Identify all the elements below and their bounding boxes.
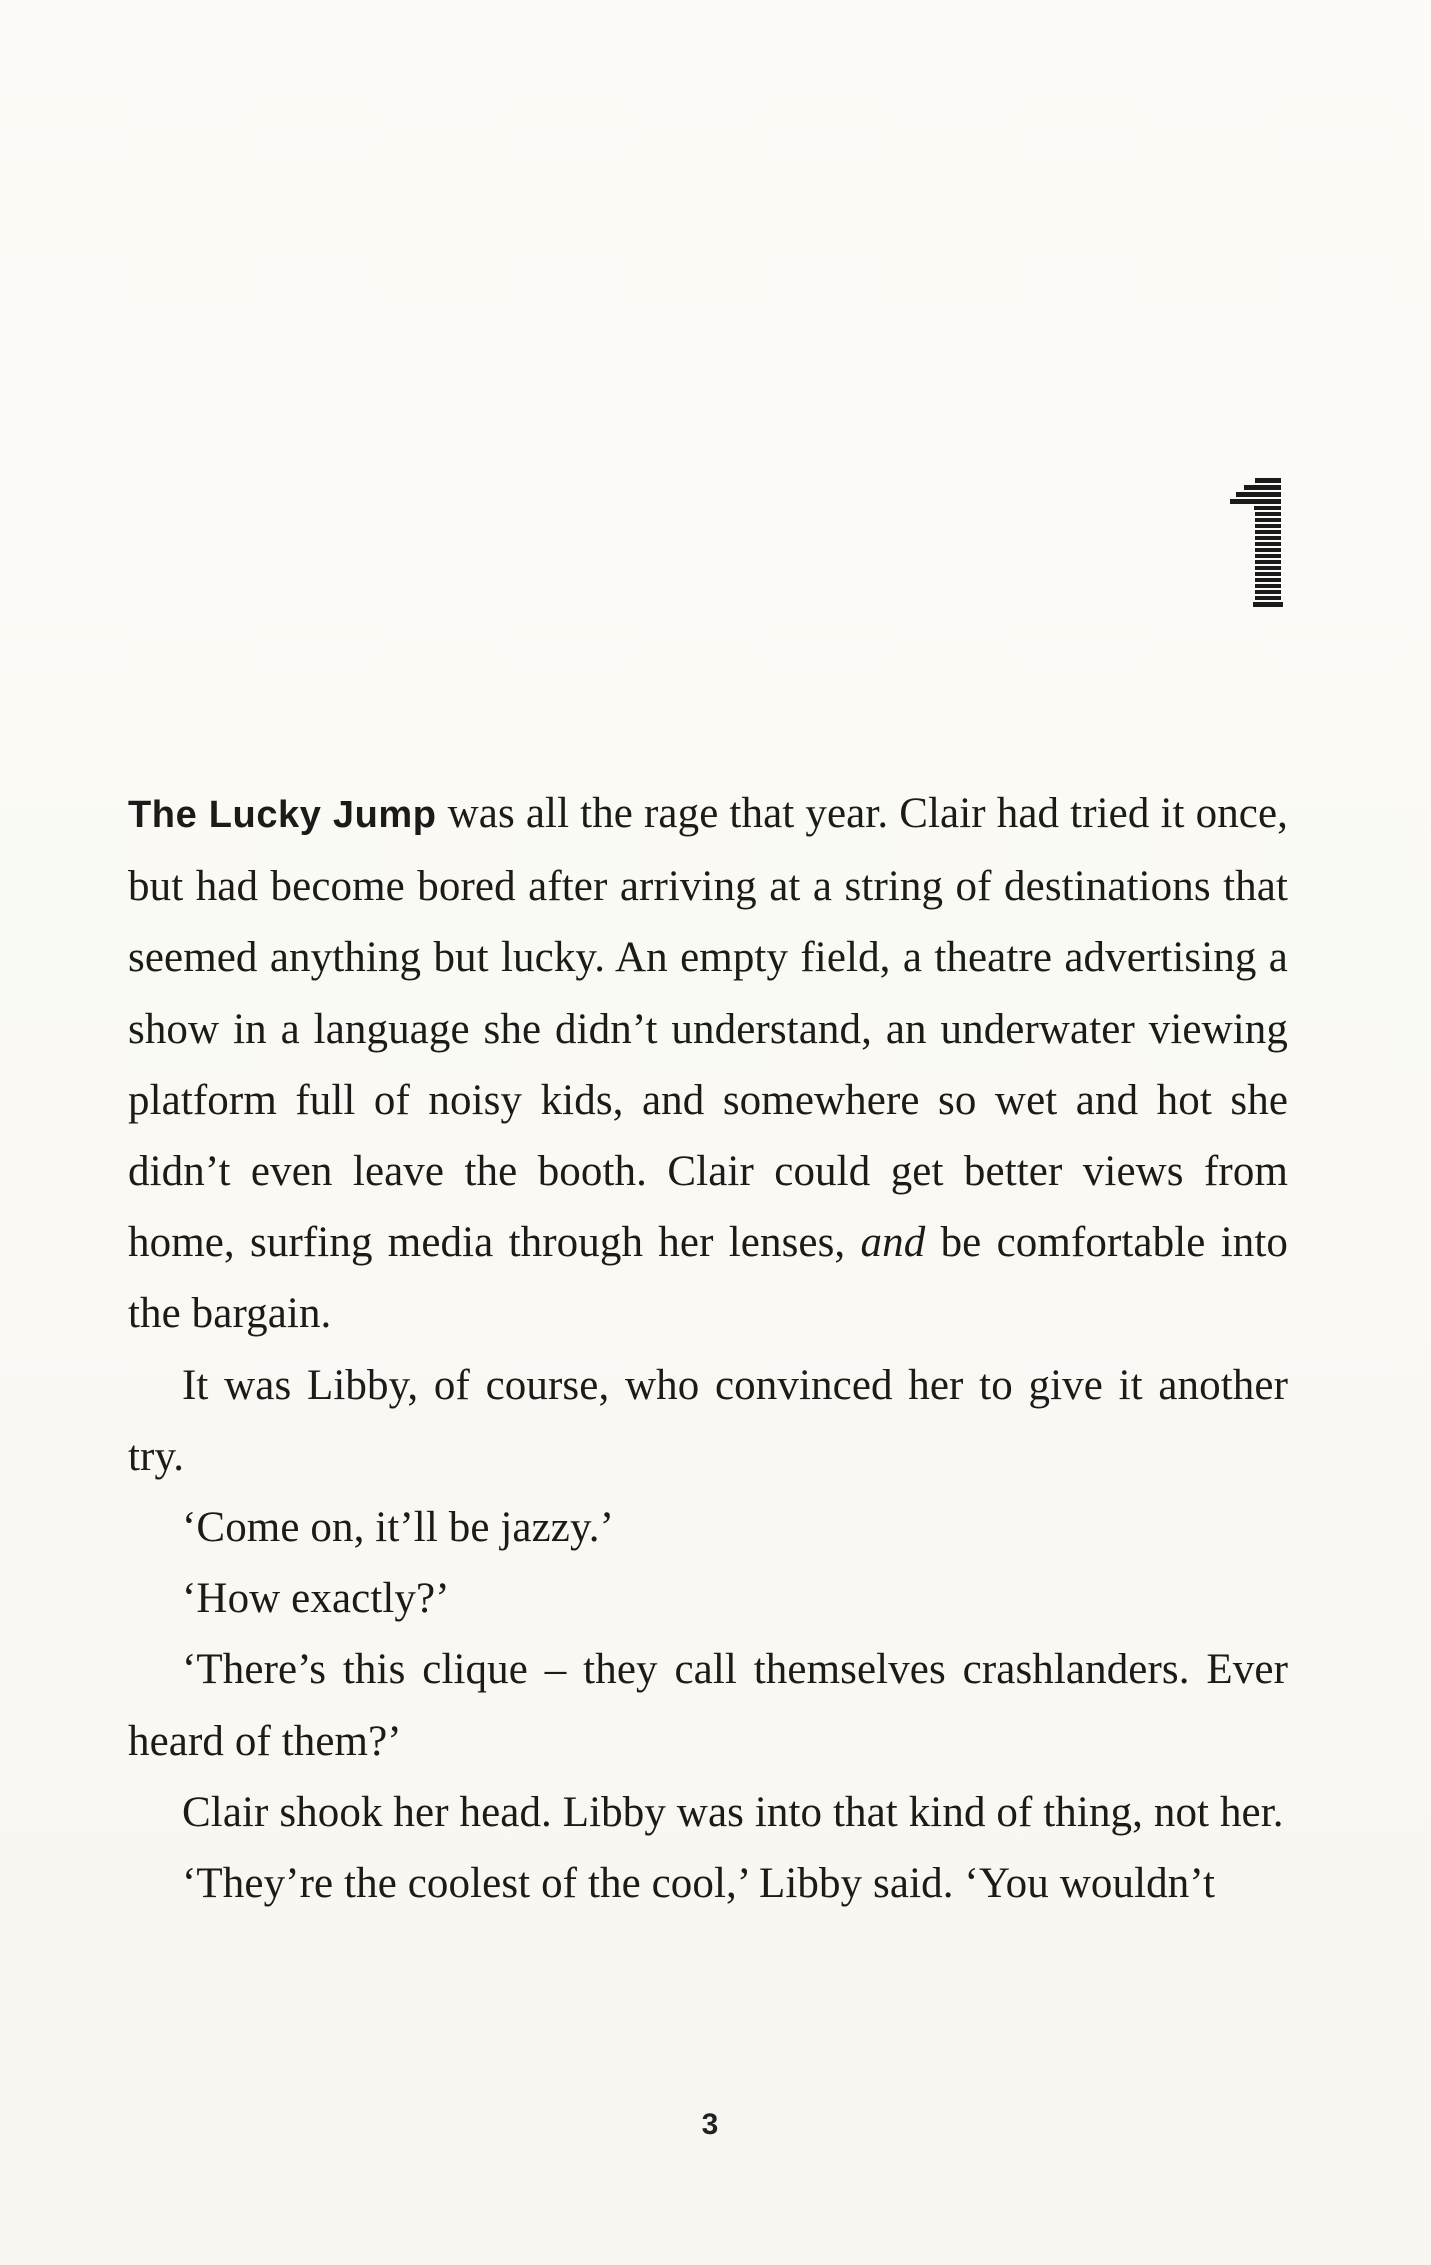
page-number: 3	[701, 2108, 719, 2141]
paragraph: Clair shook her head. Libby was into that kind of thing, not her.	[182, 1788, 1284, 1836]
paragraph: ‘There’s this clique – they call themselves crashlanders. Ever heard of them?’	[128, 1646, 1288, 1765]
paragraph: ‘They’re the coolest of the cool,’ Libby said. ‘You wouldn’t	[182, 1860, 1216, 1908]
chapter-number-glyph	[1200, 470, 1320, 620]
paragraph-1-italic: and	[860, 1219, 926, 1267]
paragraph-1-text: was all the rage that year. Clair had tried it once, but had become bored after arriving at a string of destinations that seemed anything but lucky. An empty field, a theatre advertising a show in a language she didn’t understand, an underwater viewing platform full of noisy kids, and somewhere so wet and hot she didn’t even leave the booth. Clair could get better views from home, surfing media through her lenses,	[128, 790, 1289, 1267]
paragraph-opening	[128, 778, 1288, 1350]
chapter-body	[128, 778, 1288, 1919]
paragraph: ‘Come on, it’ll be jazzy.’	[182, 1504, 615, 1552]
paragraph: ‘How exactly?’	[182, 1575, 450, 1623]
paragraph-1-end: be comfortable into the bargain.	[128, 1219, 1288, 1338]
lead-in-text-light: Jump	[321, 794, 437, 836]
paragraph: It was Libby, of course, who convinced her to give it another try.	[128, 1361, 1288, 1480]
chapter-number	[1200, 470, 1320, 620]
lead-in-text: The Lucky	[128, 794, 322, 836]
